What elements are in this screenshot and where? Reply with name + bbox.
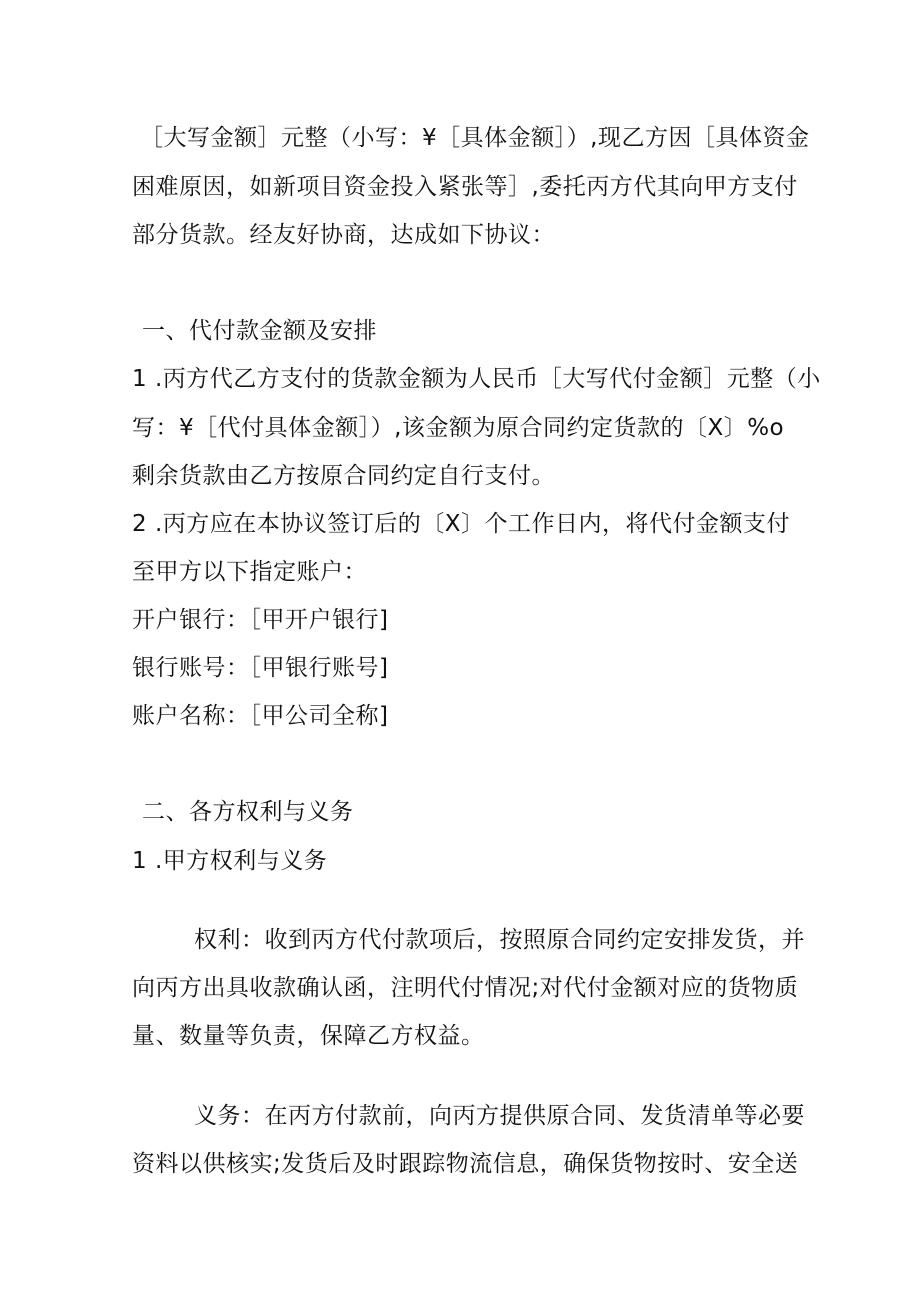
text-line: 义务：在丙方付款前，向丙方提供原合同、发货清单等必要: [194, 1103, 805, 1129]
text-line: 权利：收到丙方代付款项后，按照原合同约定安排发货，并: [194, 927, 805, 953]
subsection-heading: 1 .甲方权利与义务: [132, 848, 328, 874]
text-line: 2 .丙方应在本协议签订后的〔X〕个工作日内，将代付金额支付: [132, 511, 791, 537]
text-line: 困难原因，如新项目资金投入紧张等］,委托丙方代其向甲方支付: [132, 174, 798, 200]
text-line: 银行账号：［甲银行账号]: [132, 655, 389, 681]
text-line: 剩余货款由乙方按原合同约定自行支付。: [132, 463, 555, 489]
text-line: 量、数量等负责，保障乙方权益。: [132, 1023, 485, 1049]
text-line: 1 .丙方代乙方支付的货款金额为人民币［大写代付金额］元整（小: [132, 366, 821, 392]
text-line: 向丙方出具收款确认函，注明代付情况;对代付金额对应的货物质: [132, 975, 799, 1001]
section-heading: 一、代付款金额及安排: [142, 318, 377, 344]
text-line: 账户名称：［甲公司全称]: [132, 703, 389, 729]
text-line: 部分货款。经友好协商，达成如下协议：: [132, 222, 555, 248]
text-line: ［大写金额］元整（小写：¥［具体金额］）,现乙方因［具体资金: [140, 125, 810, 151]
text-line: 写：¥［代付具体金额］）,该金额为原合同约定货款的〔X〕%o: [132, 415, 785, 441]
section-heading: 二、各方权利与义务: [142, 799, 354, 825]
text-line: 至甲方以下指定账户：: [132, 559, 367, 585]
text-line: 资料以供核实;发货后及时跟踪物流信息，确保货物按时、安全送: [132, 1151, 799, 1177]
text-line: 开户银行：［甲开户银行]: [132, 607, 389, 633]
